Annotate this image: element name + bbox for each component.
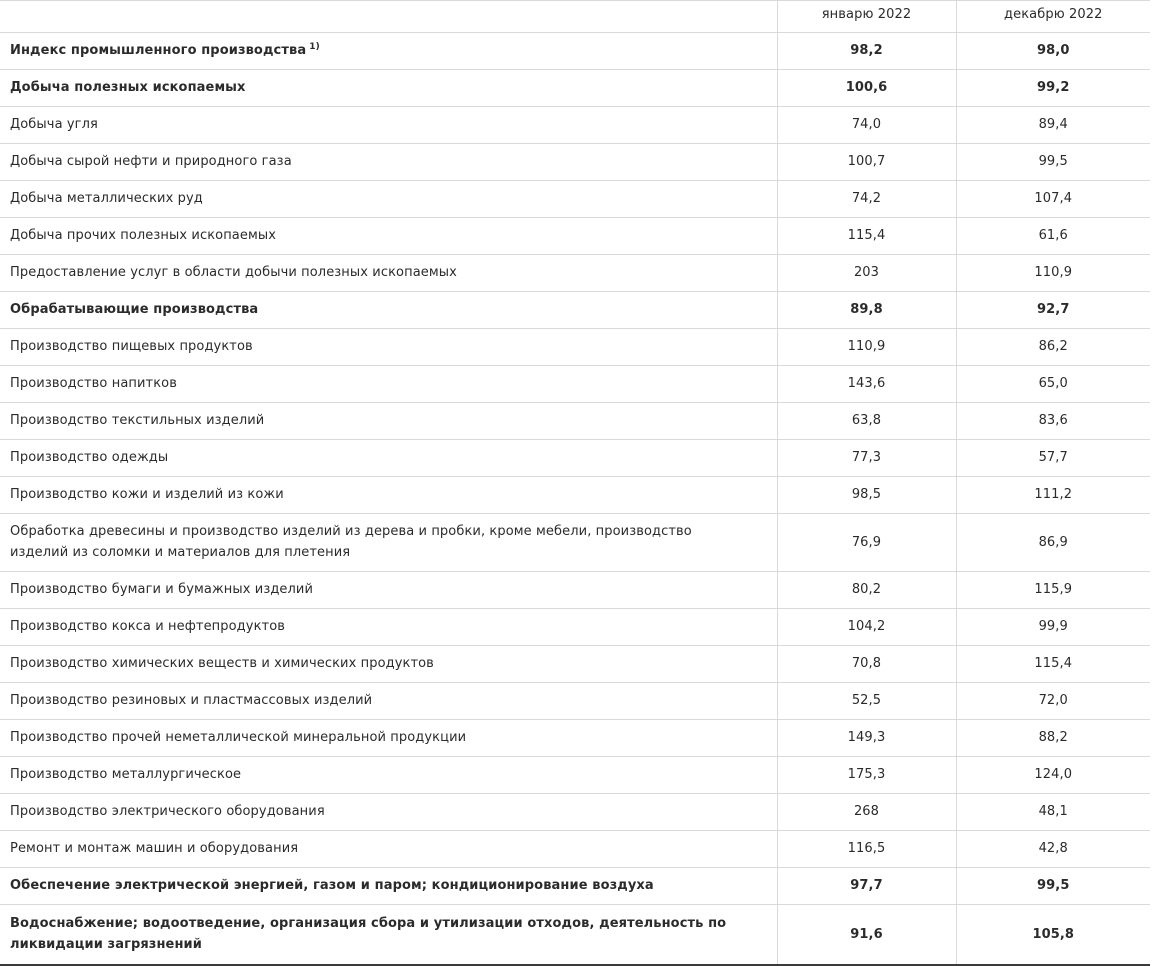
row-label: Обеспечение электрической энергией, газом и паром; кондиционирование воздуха: [10, 878, 654, 893]
row-label-cell: [0, 402, 777, 439]
row-label: Производство пищевых продуктов: [10, 339, 253, 354]
row-label: Производство кожи и изделий из кожи: [10, 487, 284, 502]
table-row: [0, 402, 1150, 439]
row-label-cell: [0, 32, 777, 69]
row-value-december: 99,5: [956, 143, 1150, 180]
footnote-marker: 1): [309, 42, 320, 52]
row-value-january: 77,3: [777, 439, 956, 476]
row-label: Ремонт и монтаж машин и оборудования: [10, 841, 299, 856]
row-value-january: 104,2: [777, 608, 956, 645]
row-value-january: 91,6: [777, 904, 956, 964]
row-value-december: 57,7: [956, 439, 1150, 476]
row-label-cell: [0, 291, 777, 328]
row-value-january: 115,4: [777, 217, 956, 254]
row-value-december: 115,4: [956, 645, 1150, 682]
row-label: Обработка древесины и производство изделий из дерева и пробки, кроме мебели, производство изделий из соломки и материалов для плетения: [10, 524, 692, 560]
row-value-december: 99,2: [956, 69, 1150, 106]
row-label: Производство электрического оборудования: [10, 804, 325, 819]
row-value-december: 111,2: [956, 476, 1150, 513]
table-row: [0, 217, 1150, 254]
table-row: [0, 476, 1150, 513]
table-row: [0, 756, 1150, 793]
row-label-cell: [0, 439, 777, 476]
table-row: [0, 439, 1150, 476]
row-label-cell: [0, 217, 777, 254]
row-value-december: 115,9: [956, 571, 1150, 608]
row-label-cell: [0, 756, 777, 793]
row-label-cell: [0, 645, 777, 682]
row-label: Производство металлургическое: [10, 767, 242, 782]
table-row: [0, 830, 1150, 867]
table-row: [0, 904, 1150, 964]
row-label-cell: [0, 513, 777, 571]
row-value-december: 86,9: [956, 513, 1150, 571]
row-value-january: 89,8: [777, 291, 956, 328]
row-label: Добыча металлических руд: [10, 191, 203, 206]
table-row: [0, 254, 1150, 291]
row-label: Добыча сырой нефти и природного газа: [10, 154, 292, 169]
row-label: Производство одежды: [10, 450, 169, 465]
row-label: Производство кокса и нефтепродуктов: [10, 619, 286, 634]
row-value-december: 99,5: [956, 867, 1150, 904]
row-value-january: 52,5: [777, 682, 956, 719]
row-label-cell: [0, 793, 777, 830]
row-label-cell: [0, 682, 777, 719]
row-label: Производство бумаги и бумажных изделий: [10, 582, 314, 597]
row-value-december: 99,9: [956, 608, 1150, 645]
row-label: Производство напитков: [10, 376, 177, 391]
row-label-cell: [0, 476, 777, 513]
row-value-january: 143,6: [777, 365, 956, 402]
row-label: Добыча прочих полезных ископаемых: [10, 228, 277, 243]
row-value-december: 124,0: [956, 756, 1150, 793]
row-value-december: 107,4: [956, 180, 1150, 217]
header-col2: декабрю 2022: [956, 0, 1150, 32]
table-header-row: [0, 0, 1150, 32]
row-value-january: 110,9: [777, 328, 956, 365]
table-row: [0, 69, 1150, 106]
row-label: Предоставление услуг в области добычи полезных ископаемых: [10, 265, 457, 280]
row-value-january: 175,3: [777, 756, 956, 793]
row-value-january: 63,8: [777, 402, 956, 439]
row-label: Производство резиновых и пластмассовых изделий: [10, 693, 373, 708]
row-value-december: 48,1: [956, 793, 1150, 830]
row-value-december: 83,6: [956, 402, 1150, 439]
row-label-cell: [0, 571, 777, 608]
row-label-cell: [0, 143, 777, 180]
row-value-december: 98,0: [956, 32, 1150, 69]
row-label-cell: [0, 254, 777, 291]
row-value-january: 100,7: [777, 143, 956, 180]
table-row: [0, 106, 1150, 143]
row-value-january: 98,2: [777, 32, 956, 69]
table-row: [0, 793, 1150, 830]
row-label-cell: [0, 180, 777, 217]
table-row: [0, 608, 1150, 645]
row-value-january: 100,6: [777, 69, 956, 106]
row-value-december: 65,0: [956, 365, 1150, 402]
row-label: Добыча угля: [10, 117, 98, 132]
row-value-december: 88,2: [956, 719, 1150, 756]
row-label-cell: [0, 69, 777, 106]
row-value-january: 76,9: [777, 513, 956, 571]
row-label-cell: [0, 365, 777, 402]
row-label: Обрабатывающие производства: [10, 302, 259, 317]
row-value-december: 92,7: [956, 291, 1150, 328]
table-row: [0, 867, 1150, 904]
row-label: Производство текстильных изделий: [10, 413, 265, 428]
row-label: Производство прочей неметаллической минеральной продукции: [10, 730, 467, 745]
table-row: [0, 32, 1150, 69]
row-label: Добыча полезных ископаемых: [10, 80, 246, 95]
table-row: [0, 365, 1150, 402]
row-label: Производство химических веществ и химических продуктов: [10, 656, 434, 671]
table-row: [0, 571, 1150, 608]
row-value-december: 110,9: [956, 254, 1150, 291]
row-value-december: 42,8: [956, 830, 1150, 867]
row-label-cell: [0, 328, 777, 365]
table-body: [0, 32, 1150, 964]
row-label-cell: [0, 867, 777, 904]
row-label-cell: [0, 106, 777, 143]
row-value-december: 72,0: [956, 682, 1150, 719]
table-top-border: [0, 0, 1150, 1]
row-value-january: 70,8: [777, 645, 956, 682]
row-value-january: 98,5: [777, 476, 956, 513]
row-value-december: 61,6: [956, 217, 1150, 254]
row-value-january: 80,2: [777, 571, 956, 608]
row-label-cell: [0, 904, 777, 964]
row-value-january: 74,0: [777, 106, 956, 143]
table-row: [0, 143, 1150, 180]
header-name: [0, 0, 777, 32]
row-value-january: 203: [777, 254, 956, 291]
row-label-cell: [0, 719, 777, 756]
row-label: Индекс промышленного производства: [10, 43, 307, 58]
row-label-cell: [0, 608, 777, 645]
row-value-january: 268: [777, 793, 956, 830]
table-row: [0, 328, 1150, 365]
row-value-january: 97,7: [777, 867, 956, 904]
table-row: [0, 291, 1150, 328]
row-label-cell: [0, 830, 777, 867]
table-row: [0, 719, 1150, 756]
row-value-december: 105,8: [956, 904, 1150, 964]
row-value-december: 89,4: [956, 106, 1150, 143]
row-value-january: 116,5: [777, 830, 956, 867]
table-row: [0, 645, 1150, 682]
row-value-december: 86,2: [956, 328, 1150, 365]
header-col1: январю 2022: [777, 0, 956, 32]
row-value-january: 74,2: [777, 180, 956, 217]
table-row: [0, 513, 1150, 571]
table-row: [0, 180, 1150, 217]
row-label: Водоснабжение; водоотведение, организация сбора и утилизации отходов, деятельность по ликвидации загрязнений: [10, 916, 727, 952]
row-value-january: 149,3: [777, 719, 956, 756]
table-row: [0, 682, 1150, 719]
